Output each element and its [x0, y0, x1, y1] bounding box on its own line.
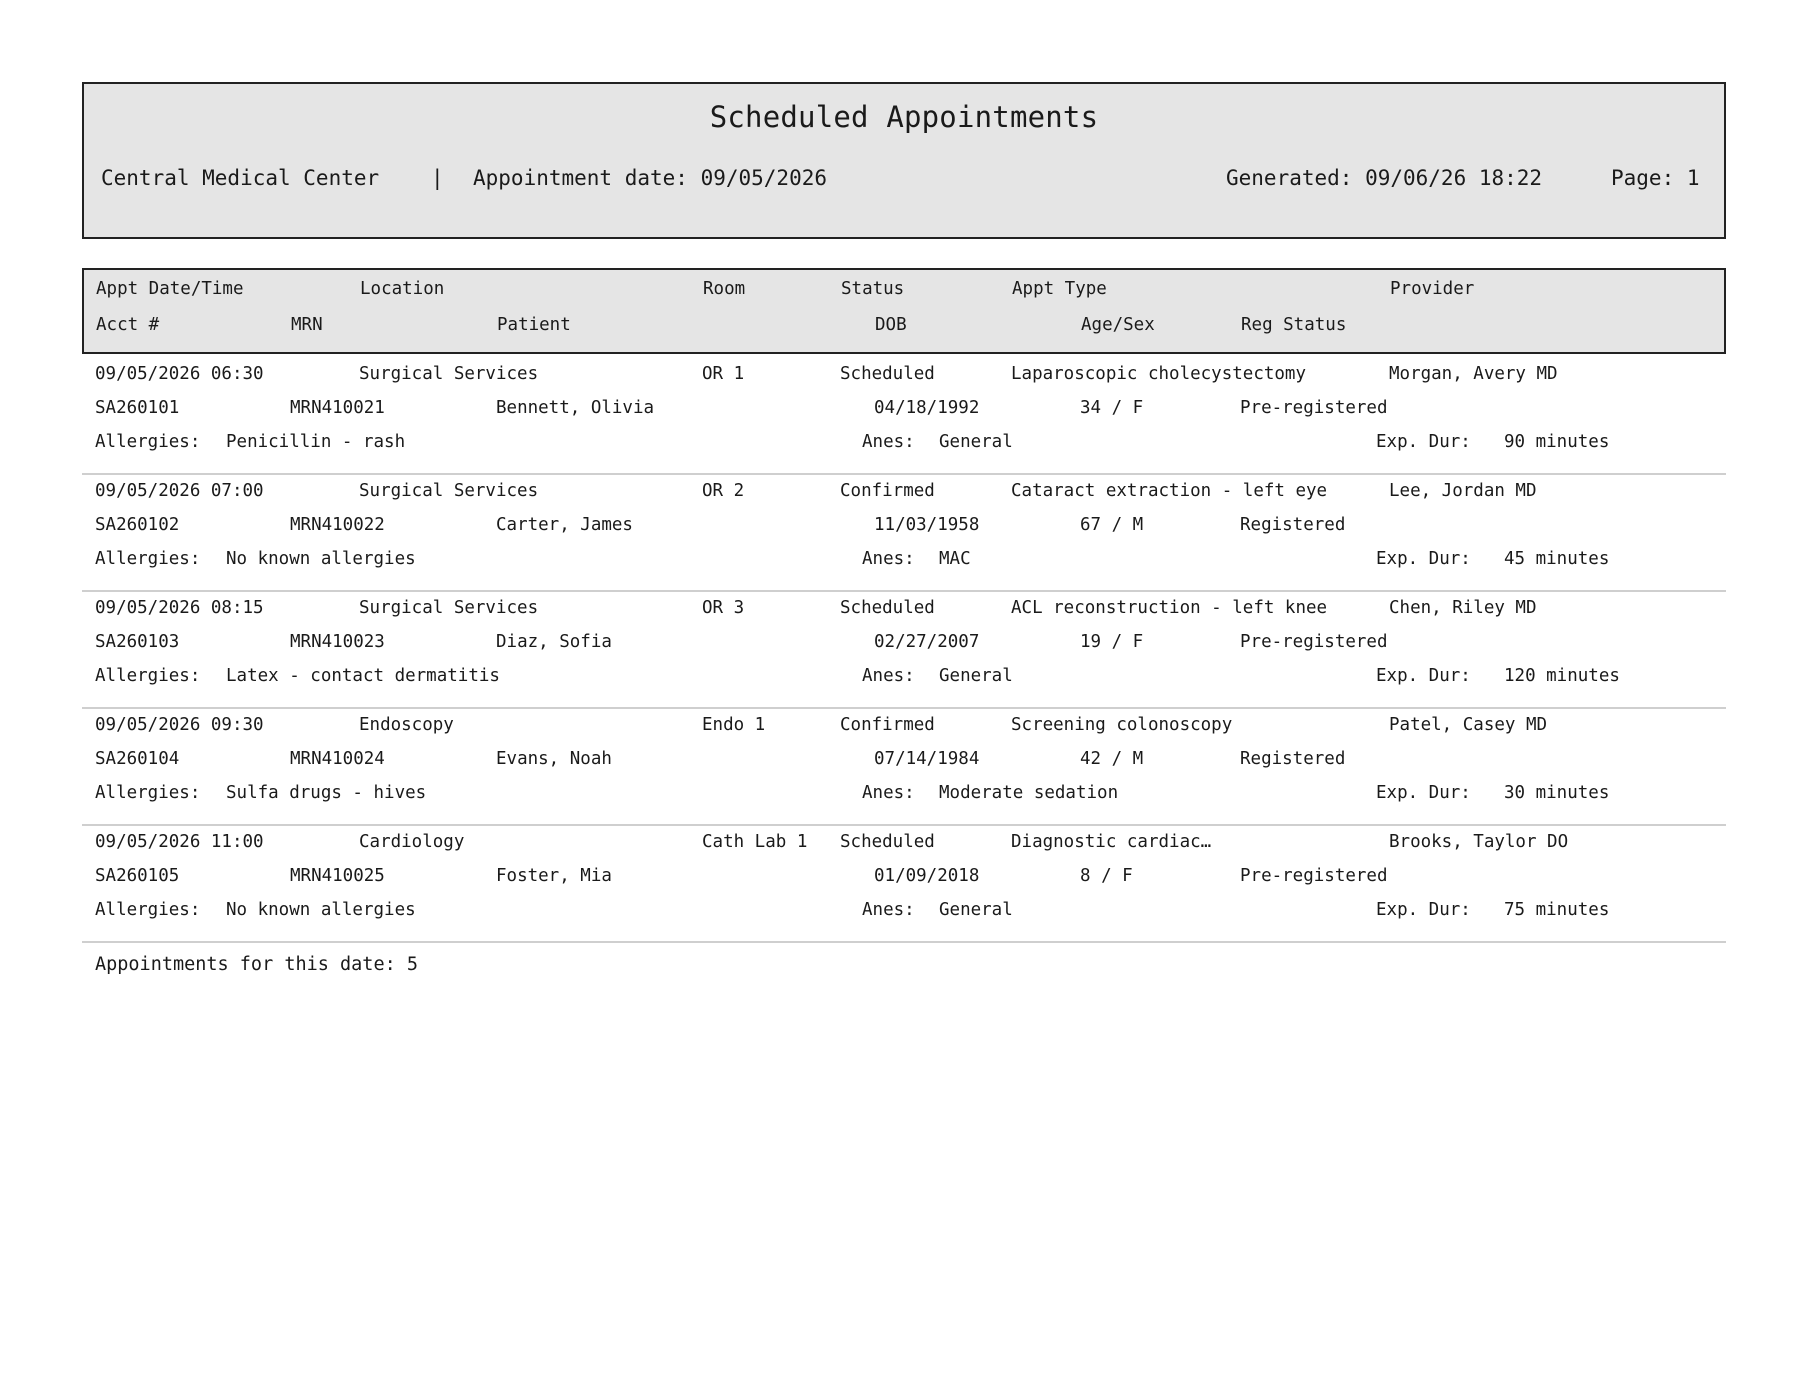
appt-type: Cataract extraction - left eye — [1011, 481, 1328, 501]
appt-patient: Carter, James — [496, 515, 633, 535]
appt-reg-status: Registered — [1240, 749, 1346, 769]
exp-dur-label: Exp. Dur: — [1376, 900, 1471, 920]
exp-dur-label: Exp. Dur: — [1376, 666, 1471, 686]
appt-room: OR 3 — [702, 598, 745, 618]
appt-room: Cath Lab 1 — [702, 832, 808, 852]
allergies-label: Allergies: — [95, 900, 201, 920]
appointment-record — [82, 590, 1726, 709]
appt-datetime: 09/05/2026 09:30 — [95, 715, 264, 735]
col-mrn: MRN — [291, 315, 323, 335]
appt-datetime: 09/05/2026 08:15 — [95, 598, 264, 618]
appt-status: Scheduled — [840, 364, 935, 384]
appt-anes: General — [939, 666, 1013, 686]
appt-status: Scheduled — [840, 832, 935, 852]
appt-age-sex: 8 / F — [1080, 866, 1133, 886]
anes-label: Anes: — [862, 783, 915, 803]
generated-timestamp: Generated: 09/06/26 18:22 — [1226, 166, 1543, 190]
column-header — [82, 268, 1726, 354]
col-age-sex: Age/Sex — [1081, 315, 1155, 335]
appt-type: Diagnostic cardiac… — [1011, 832, 1212, 852]
appt-patient: Bennett, Olivia — [496, 398, 655, 418]
col-status: Status — [841, 279, 905, 299]
exp-dur-label: Exp. Dur: — [1376, 549, 1471, 569]
appt-patient: Diaz, Sofia — [496, 632, 612, 652]
report-title: Scheduled Appointments — [709, 100, 1099, 134]
col-patient: Patient — [497, 315, 571, 335]
appt-type: Screening colonoscopy — [1011, 715, 1233, 735]
appt-room: Endo 1 — [702, 715, 766, 735]
appt-reg-status: Pre-registered — [1240, 632, 1388, 652]
appt-dob: 01/09/2018 — [874, 866, 980, 886]
appt-acct: SA260104 — [95, 749, 180, 769]
anes-label: Anes: — [862, 432, 915, 452]
header-separator: | — [431, 166, 444, 190]
appt-anes: General — [939, 900, 1013, 920]
anes-label: Anes: — [862, 666, 915, 686]
appt-mrn: MRN410022 — [290, 515, 385, 535]
col-location: Location — [360, 279, 445, 299]
appt-age-sex: 34 / F — [1080, 398, 1144, 418]
appt-exp-dur: 120 minutes — [1504, 666, 1620, 686]
appt-patient: Evans, Noah — [496, 749, 612, 769]
appt-mrn: MRN410021 — [290, 398, 385, 418]
appt-reg-status: Pre-registered — [1240, 866, 1388, 886]
appt-exp-dur: 30 minutes — [1504, 783, 1610, 803]
appt-provider: Morgan, Avery MD — [1389, 364, 1558, 384]
appt-room: OR 2 — [702, 481, 745, 501]
appt-age-sex: 42 / M — [1080, 749, 1144, 769]
col-appt-datetime: Appt Date/Time — [96, 279, 244, 299]
appointment-count: Appointments for this date: 5 — [95, 954, 419, 975]
appt-allergies: Sulfa drugs - hives — [226, 783, 427, 803]
appt-acct: SA260101 — [95, 398, 180, 418]
appt-mrn: MRN410023 — [290, 632, 385, 652]
appt-datetime: 09/05/2026 06:30 — [95, 364, 264, 384]
appt-provider: Lee, Jordan MD — [1389, 481, 1537, 501]
appt-provider: Chen, Riley MD — [1389, 598, 1537, 618]
appt-location: Surgical Services — [359, 364, 539, 384]
appointment-record — [82, 356, 1726, 475]
appt-location: Cardiology — [359, 832, 465, 852]
appt-reg-status: Registered — [1240, 515, 1346, 535]
page-number: Page: 1 — [1611, 166, 1700, 190]
appt-datetime: 09/05/2026 07:00 — [95, 481, 264, 501]
appt-allergies: Latex - contact dermatitis — [226, 666, 500, 686]
col-provider: Provider — [1390, 279, 1475, 299]
appt-type: ACL reconstruction - left knee — [1011, 598, 1328, 618]
appt-acct: SA260103 — [95, 632, 180, 652]
col-acct: Acct # — [96, 315, 160, 335]
col-appt-type: Appt Type — [1012, 279, 1107, 299]
col-room: Room — [703, 279, 746, 299]
exp-dur-label: Exp. Dur: — [1376, 783, 1471, 803]
anes-label: Anes: — [862, 900, 915, 920]
appt-dob: 07/14/1984 — [874, 749, 980, 769]
allergies-label: Allergies: — [95, 549, 201, 569]
appt-acct: SA260102 — [95, 515, 180, 535]
appt-status: Confirmed — [840, 481, 935, 501]
appt-location: Surgical Services — [359, 598, 539, 618]
report-header — [82, 82, 1726, 239]
appt-age-sex: 19 / F — [1080, 632, 1144, 652]
appt-type: Laparoscopic cholecystectomy — [1011, 364, 1307, 384]
appointment-record — [82, 824, 1726, 943]
appt-acct: SA260105 — [95, 866, 180, 886]
appt-anes: General — [939, 432, 1013, 452]
appt-location: Endoscopy — [359, 715, 454, 735]
appt-dob: 11/03/1958 — [874, 515, 980, 535]
appt-provider: Patel, Casey MD — [1389, 715, 1548, 735]
appt-exp-dur: 90 minutes — [1504, 432, 1610, 452]
anes-label: Anes: — [862, 549, 915, 569]
col-reg-status: Reg Status — [1241, 315, 1347, 335]
appt-provider: Brooks, Taylor DO — [1389, 832, 1569, 852]
appointment-record — [82, 473, 1726, 592]
facility-name: Central Medical Center — [101, 166, 380, 190]
appt-exp-dur: 45 minutes — [1504, 549, 1610, 569]
appt-mrn: MRN410024 — [290, 749, 385, 769]
allergies-label: Allergies: — [95, 666, 201, 686]
appt-allergies: Penicillin - rash — [226, 432, 406, 452]
appt-datetime: 09/05/2026 11:00 — [95, 832, 264, 852]
appt-allergies: No known allergies — [226, 900, 416, 920]
appt-anes: MAC — [939, 549, 971, 569]
appt-status: Scheduled — [840, 598, 935, 618]
appt-mrn: MRN410025 — [290, 866, 385, 886]
appt-status: Confirmed — [840, 715, 935, 735]
appt-room: OR 1 — [702, 364, 745, 384]
appt-location: Surgical Services — [359, 481, 539, 501]
appt-reg-status: Pre-registered — [1240, 398, 1388, 418]
allergies-label: Allergies: — [95, 783, 201, 803]
col-dob: DOB — [875, 315, 907, 335]
appointment-record — [82, 707, 1726, 826]
allergies-label: Allergies: — [95, 432, 201, 452]
appt-dob: 02/27/2007 — [874, 632, 980, 652]
appt-anes: Moderate sedation — [939, 783, 1119, 803]
appt-dob: 04/18/1992 — [874, 398, 980, 418]
appointment-date: Appointment date: 09/05/2026 — [473, 166, 828, 190]
appt-allergies: No known allergies — [226, 549, 416, 569]
appt-exp-dur: 75 minutes — [1504, 900, 1610, 920]
appt-patient: Foster, Mia — [496, 866, 612, 886]
appt-age-sex: 67 / M — [1080, 515, 1144, 535]
exp-dur-label: Exp. Dur: — [1376, 432, 1471, 452]
